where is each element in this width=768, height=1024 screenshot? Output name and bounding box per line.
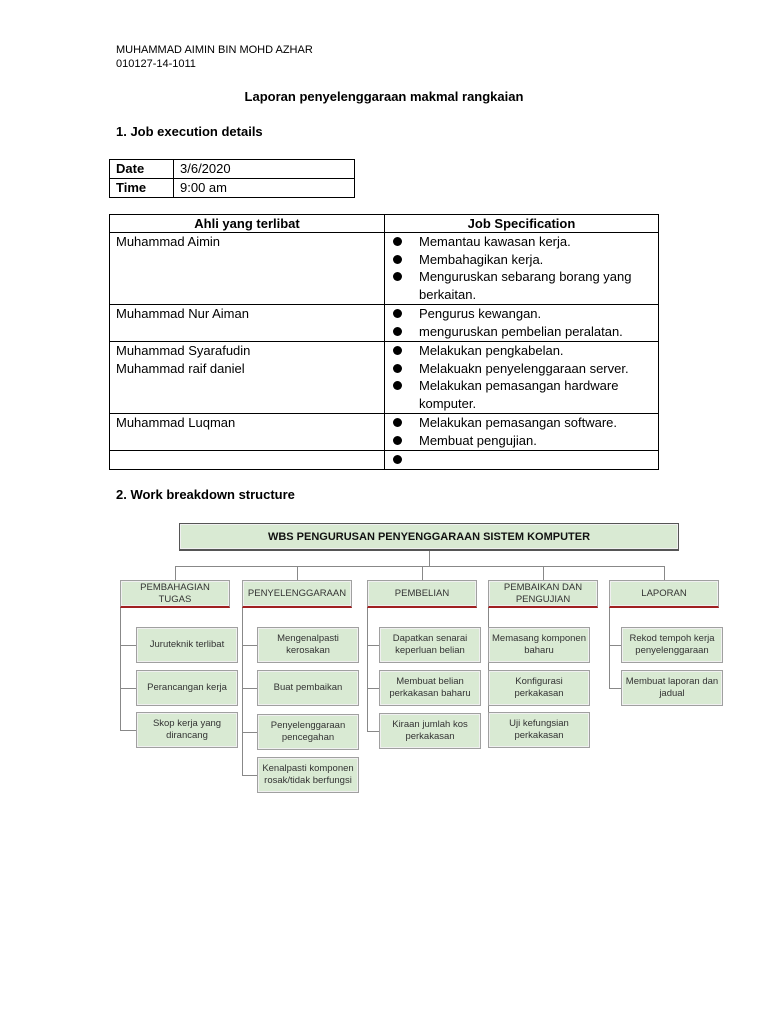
task-list: [391, 305, 652, 340]
member-cell: [110, 305, 385, 342]
wbs-task-box: Membuat laporan dan jadual: [621, 670, 723, 706]
wbs-task-box: Buat pembaikan: [257, 670, 359, 706]
table-row: [110, 342, 659, 414]
wbs-category-box: LAPORAN: [609, 580, 719, 608]
wbs-category-box: PEMBAHAGIAN TUGAS: [120, 580, 230, 608]
connector-line: [242, 732, 257, 733]
wbs-category-box: PEMBELIAN: [367, 580, 477, 608]
wbs-task-box: Mengenalpasti kerosakan: [257, 627, 359, 663]
table-row: [110, 305, 659, 342]
member-cell: [110, 342, 385, 414]
task-item: Membuat pengujian.: [391, 432, 652, 450]
wbs-task-box: Konfigurasi perkakasan: [488, 670, 590, 706]
wbs-task-box: Perancangan kerja: [136, 670, 238, 706]
member-name: [116, 451, 378, 468]
wbs-task-box: Kiraan jumlah kos perkakasan: [379, 713, 481, 749]
task-cell: [385, 305, 659, 342]
student-name: MUHAMMAD AIMIN BIN MOHD AZHAR: [116, 44, 313, 56]
task-cell: [385, 342, 659, 414]
member-name: Muhammad Luqman: [116, 415, 236, 430]
task-list: [391, 414, 652, 449]
member-name: Muhammad Syarafudin: [116, 343, 251, 358]
wbs-task-box: Skop kerja yang dirancang: [136, 712, 238, 748]
connector-line: [175, 566, 665, 567]
wbs-task-box: Juruteknik terlibat: [136, 627, 238, 663]
connector-line: [120, 645, 136, 646]
task-item: Menguruskan sebarang borang yang berkaitan.: [391, 268, 652, 303]
task-item: Melakukan pemasangan software.: [391, 414, 652, 432]
connector-line: [242, 688, 257, 689]
task-item: menguruskan pembelian peralatan.: [391, 323, 652, 341]
wbs-task-box: Kenalpasti komponen rosak/tidak berfungsi: [257, 757, 359, 793]
connector-line: [367, 608, 368, 731]
task-item: Pengurus kewangan.: [391, 305, 652, 323]
connector-line: [609, 645, 621, 646]
task-cell: [385, 233, 659, 305]
members-column-header: Ahli yang terlibat: [110, 215, 385, 233]
member-cell: [110, 451, 385, 470]
connector-line: [422, 566, 423, 580]
members-table: [109, 214, 659, 470]
connector-line: [367, 645, 379, 646]
date-label: Date: [110, 160, 174, 179]
member-name: Muhammad raif daniel: [116, 361, 245, 376]
connector-line: [609, 688, 621, 689]
task-item: Memantau kawasan kerja.: [391, 233, 652, 251]
wbs-task-box: Membuat belian perkakasan baharu: [379, 670, 481, 706]
page-title: Laporan penyelenggaraan makmal rangkaian: [244, 89, 524, 104]
task-item: [391, 451, 652, 468]
table-row: [110, 414, 659, 451]
task-cell: [385, 414, 659, 451]
section-heading-job-execution: 1. Job execution details: [116, 124, 263, 139]
wbs-root: WBS PENGURUSAN PENYENGGARAAN SISTEM KOMPUTER: [179, 523, 679, 551]
connector-line: [120, 608, 121, 730]
task-list: [391, 233, 652, 303]
connector-line: [609, 608, 610, 688]
wbs-task-box: Penyelenggaraan pencegahan: [257, 714, 359, 750]
connector-line: [242, 608, 243, 775]
wbs-category-box: PEMBAIKAN DAN PENGUJIAN: [488, 580, 598, 608]
date-value: 3/6/2020: [174, 160, 355, 179]
connector-line: [175, 566, 176, 580]
task-item: Membahagikan kerja.: [391, 251, 652, 269]
connector-line: [664, 566, 665, 580]
wbs-task-box: Rekod tempoh kerja penyelenggaraan: [621, 627, 723, 663]
task-item: Melakuakn penyelenggaraan server.: [391, 360, 652, 378]
connector-line: [429, 551, 430, 566]
member-name: Muhammad Aimin: [116, 234, 221, 249]
wbs-task-box: Dapatkan senarai keperluan belian: [379, 627, 481, 663]
wbs-task-box: Uji kefungsian perkakasan: [488, 712, 590, 748]
time-label: Time: [110, 179, 174, 198]
task-item: Melakukan pengkabelan.: [391, 342, 652, 360]
date-time-table: [109, 159, 355, 198]
section-heading-wbs: 2. Work breakdown structure: [116, 487, 295, 502]
task-list: [391, 451, 652, 468]
member-cell: [110, 233, 385, 305]
task-list: [391, 342, 652, 412]
connector-line: [242, 775, 257, 776]
wbs-task-box: Memasang komponen baharu: [488, 627, 590, 663]
task-cell: [385, 451, 659, 470]
job-spec-column-header: Job Specification: [385, 215, 659, 233]
member-cell: [110, 414, 385, 451]
task-item: Melakukan pemasangan hardware komputer.: [391, 377, 652, 412]
connector-line: [120, 730, 136, 731]
connector-line: [367, 731, 379, 732]
connector-line: [543, 566, 544, 580]
table-row: [110, 233, 659, 305]
connector-line: [297, 566, 298, 580]
member-name: Muhammad Nur Aiman: [116, 306, 249, 321]
table-row: [110, 451, 659, 470]
connector-line: [367, 688, 379, 689]
student-id: 010127-14-1011: [116, 58, 196, 70]
wbs-category-box: PENYELENGGARAAN: [242, 580, 352, 608]
time-value: 9:00 am: [174, 179, 355, 198]
connector-line: [242, 645, 257, 646]
connector-line: [120, 688, 136, 689]
